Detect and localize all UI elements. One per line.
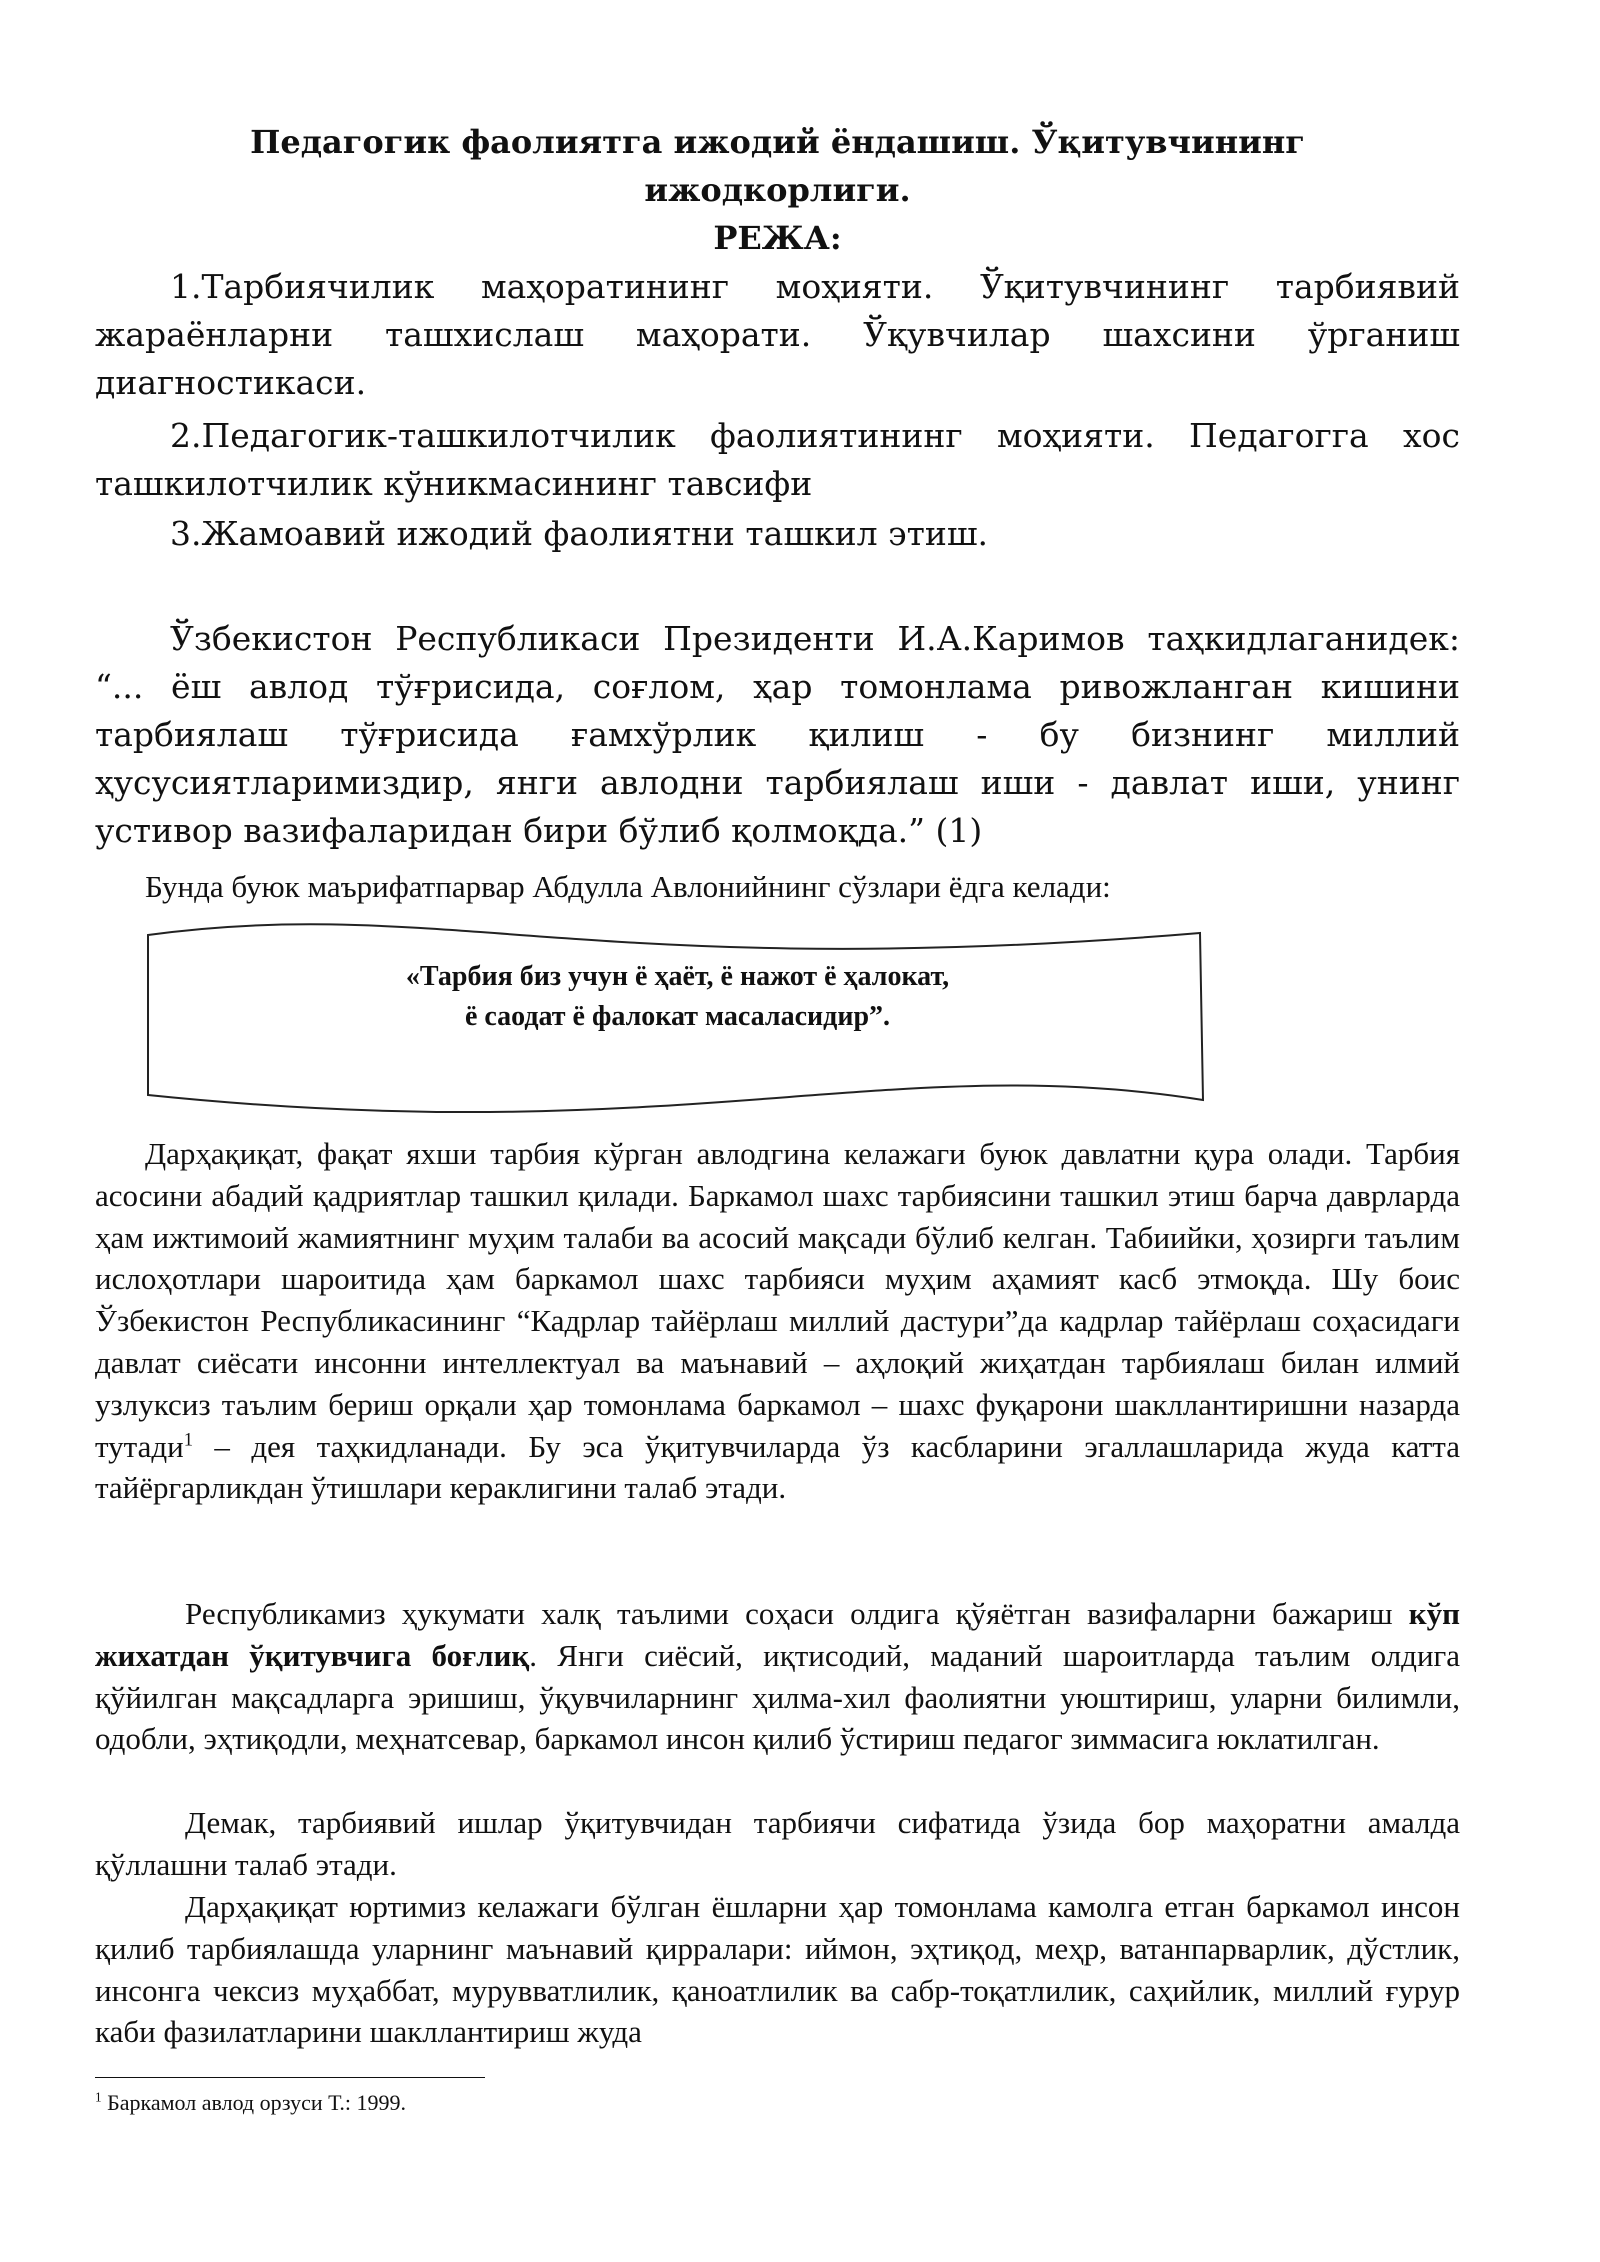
- paragraph-2-bold: кўп жихатдан ўқитувчига боғлиқ: [95, 1596, 1460, 1673]
- paragraph-1-text-end: – дея таҳкидланади. Бу эса ўқитувчиларда ўз касбларини эгаллашларида жуда катта тайёргарликдан ўтишлари кераклигини талаб этади.: [95, 1428, 1460, 1506]
- president-quote-text: Ўзбекистон Республикаси Президенти И.А.Каримов таҳкидлаганидек: “... ёш авлод тўғрисида, соғлом, ҳар томонлама ривожланган кишини тарбиялаш тўғрисида ғамхўрлик қилиш - бу бизнинг миллий ҳусусиятларимиздир, янги авлодни тарбиялаш иши - давлат иши, унинг устивор вазифаларидан бири бўлиб қолмоқда.” (1): [95, 619, 1460, 850]
- plan-item-1-text: 1.Тарбиячилик маҳоратининг моҳияти. Ўқитувчининг тарбиявий жараёнларни ташхислаш маҳорати. Ўқувчилар шахсини ўрганиш диагностикаси.: [95, 267, 1460, 402]
- plan-item-3-text: 3.Жамоавий ижодий фаолиятни ташкил этиш.: [170, 514, 988, 553]
- paragraph-4: [95, 1886, 1460, 2053]
- paragraph-2-start: Республикамиз ҳукумати халқ таълими соҳаси олдига қўяётган вазифаларни бажариш: [185, 1596, 1409, 1631]
- paragraph-4-text: Дарҳақиқат юртимиз келажаги бўлган ёшларни ҳар томонлама камолга етган баркамол инсон қилиб тарбиялашда уларнинг маънавий қирралари: иймон, эҳтиқод, меҳр, ватанпарварлик, дўстлик, инсонга чексиз муҳаббат, мурувватлилик, қаноатлилик ва сабр-тоқатлилик, саҳийлик, миллий ғурур каби фазилатларини шакллантириш жуда: [95, 1889, 1460, 2050]
- document-title-line2: ижодкорлиги.: [644, 171, 911, 209]
- plan-heading: РЕЖА:: [713, 219, 842, 257]
- footnote-reference[interactable]: 1: [183, 1429, 193, 1451]
- paragraph-1: [95, 1133, 1460, 1509]
- paragraph-3: [95, 1802, 1460, 1886]
- footnote-text: Баркамол авлод орзуси Т.: 1999.: [101, 2090, 407, 2115]
- footnote: [95, 2088, 895, 2118]
- banner-quote-text: [140, 957, 1215, 1037]
- banner-quote-line1: «Тарбия биз учун ё ҳаёт, ё нажот ё ҳалокат,: [405, 961, 950, 992]
- paragraph-3-text: Демак, тарбиявий ишлар ўқитувчидан тарбиячи сифатида ўзида бор маҳоратни амалда қўллашни талаб этади.: [95, 1805, 1460, 1882]
- document-title-line1: Педагогик фаолиятга ижодий ёндашиш. Ўқитувчининг: [250, 123, 1305, 161]
- footnote-number: 1: [95, 2089, 102, 2105]
- plan-item-2-text: 2.Педагогик-ташкилотчилик фаолиятининг моҳияти. Педагогга хос ташкилотчилик кўникмасининг тавсифи: [95, 416, 1460, 503]
- plan-item-3: [95, 510, 1460, 558]
- footnote-separator: [95, 2077, 485, 2078]
- avloniy-intro-line: Бунда буюк маърифатпарвар Абдулла Авлонийнинг сўзлари ёдга келади:: [145, 869, 1111, 904]
- paragraph-1-text: Дарҳақиқат, фақат яхши тарбия кўрган авлодгина келажаги буюк давлатни қура олади. Тарбия асосини абадий қадриятлар ташкил қилади. Баркамол шахс тарбиясини ташкил этиш барча даврларда ҳам ижтимоий жамиятнинг муҳим талаби ва асосий мақсади бўлиб келган. Табиийки, ҳозирги таълим ислоҳотлари шароитида ҳам баркамол шахс тарбияси муҳим аҳамият касб этмоқда. Шу боис Ўзбекистон Республикасининг “Кадрлар тайёрлаш миллий дастури”да кадрлар тайёрлаш соҳасидаги давлат сиёсати инсонни интеллектуал ва маънавий – аҳлоқий жиҳатдан тарбиялаш билан илмий узлуксиз таълим бериш орқали ҳар томонлама баркамол – шахс фуқарони шакллантиришни назарда тутади: [95, 1136, 1460, 1464]
- plan-item-1: [95, 263, 1460, 407]
- plan-item-2: [95, 412, 1460, 508]
- banner-quote-line2: ё саодат ё фалокат масаласидир”.: [464, 1001, 891, 1032]
- president-quote-paragraph: [95, 615, 1460, 855]
- paragraph-2: [95, 1593, 1460, 1760]
- quote-banner: [140, 905, 1215, 1115]
- paragraph-2-end: . Янги сиёсий, иқтисодий, маданий шароитларда таълим олдига қўйилган мақсадларга эришиш, ўқувчиларнинг ҳилма-хил фаолиятни уюштириш, уларни билимли, одобли, эҳтиқодли, меҳнатсевар, баркамол инсон қилиб ўстириш педагог зиммасига юклатилган.: [95, 1637, 1461, 1757]
